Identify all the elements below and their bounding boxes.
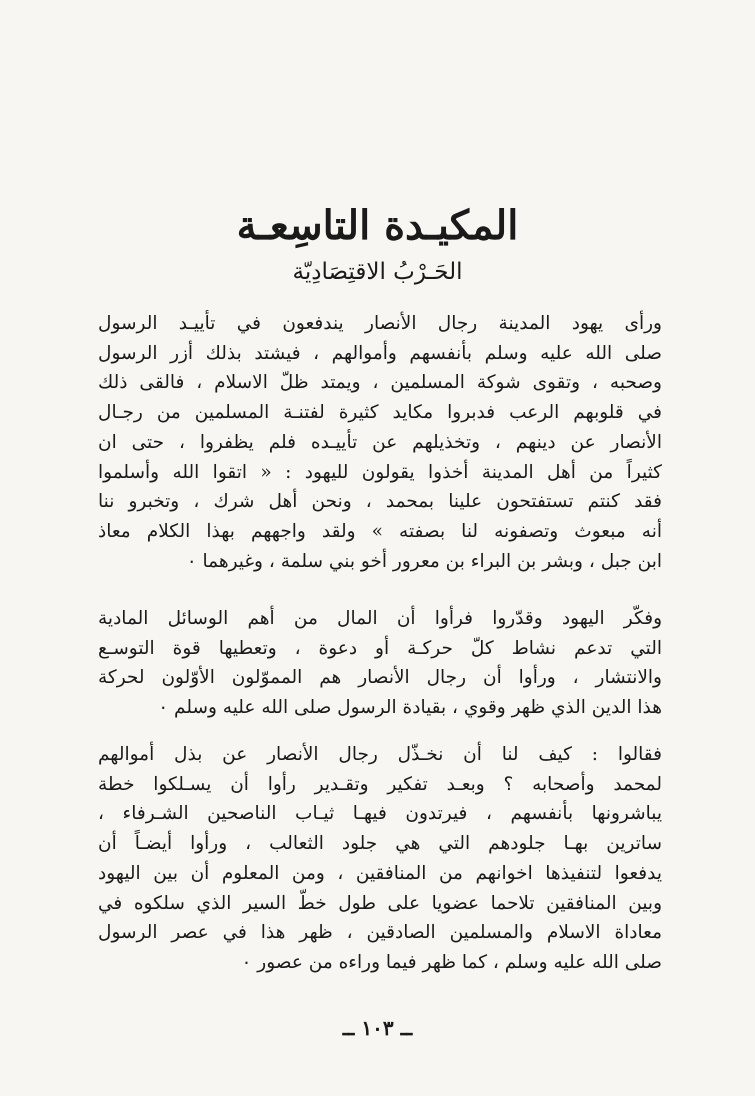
text-line: ابن جبل ، وبشر بن البراء بن معرور أخو بني سلمة ، وغيرهما ٠ [186, 550, 662, 572]
text-line: وفكّر اليهود وقدّروا فرأوا أن المال من أهم الوسائل المادية [98, 608, 662, 629]
paragraph-1 [98, 309, 662, 576]
text-line: الأنصار عن دينهم ، وتخذيلهم عن تأييـده فلم يظفروا ، حتى ان [98, 431, 662, 453]
text-line: هذا الدين الذي ظهر وقوي ، بقيادة الرسول صلى الله عليه وسلم ٠ [158, 697, 662, 719]
text-line: صلى الله عليه وسلم ، كما ظهر فيما وراءه من عصور ٠ [241, 951, 662, 973]
text-line: والانتشار ، ورأوا أن رجال الأنصار هم المموّلون الأوّلون لحركة [98, 667, 662, 689]
paragraph-3 [98, 740, 662, 978]
page-number: ــ ١٠٣ ــ [342, 1016, 413, 1040]
text-line: وبين المنافقين تلاحما عضويا على طول خطّ السير الذي سلكوه في [98, 892, 662, 914]
text-line: يدفعوا لتنفيذها اخوانهم من المنافقين ، ومن المعلوم أن بين اليهود [98, 862, 662, 884]
text-line: التي تدعم نشاط كلّ حركـة أو دعوة ، وتعطيها قوة التوسـع [98, 637, 662, 659]
text-line: يباشرونها بأنفسهم ، فيرتدون فيهـا ثيـاب الناصحين الشـرفاء ، [98, 803, 662, 825]
text-line: صلى الله عليه وسلم بأنفسهم وأموالهم ، فيشتد بذلك أزر الرسول [98, 342, 662, 364]
text-line: ورأى يهود المدينة رجال الأنصار يندفعون في تأييـد الرسول [98, 313, 662, 334]
text-line: فقد كنتم تستفتحون علينا بمحمد ، ونحن أهل شرك ، وتخبرو ننا [98, 491, 662, 513]
chapter-title: المكيـدة التاسِعـة [236, 202, 519, 249]
chapter-subtitle: الحَـرْبُ الاقتِصَادِيّة [292, 259, 463, 285]
text-line: في قلوبهم الرعب فدبروا مكايد كثيرة لفتنـة المسلمين من رجـال [98, 402, 662, 424]
text-line: فقالوا : كيف لنا أن نخـذّل رجال الأنصار عن بذل أموالهم [98, 744, 662, 765]
text-line: وصحبه ، وتقوى شوكة المسلمين ، ويمتد ظلّ الاسلام ، فالقى ذلك [98, 372, 662, 394]
text-line: لمحمد وأصحابه ؟ وبعـد تفكير وتقـدير رأوا أن يسـلكوا خطة [98, 773, 662, 795]
paragraph-2 [98, 604, 662, 723]
text-line: ساترين بهـا جلودهم التي هي جلود الثعالب ، ورأوا أيضـاً أن [98, 833, 662, 855]
text-line: كثيراً من أهل المدينة أخذوا يقولون لليهود : « اتقوا الله وأسلموا [98, 461, 662, 483]
text-line: معاداة الاسلام والمسلمين الصادقين ، ظهر هذا في عصر الرسول [98, 922, 662, 944]
text-line: أنه مبعوث وتصفونه لنا بصفته » ولقد واجههم بهذا الكلام معاذ [98, 520, 662, 542]
